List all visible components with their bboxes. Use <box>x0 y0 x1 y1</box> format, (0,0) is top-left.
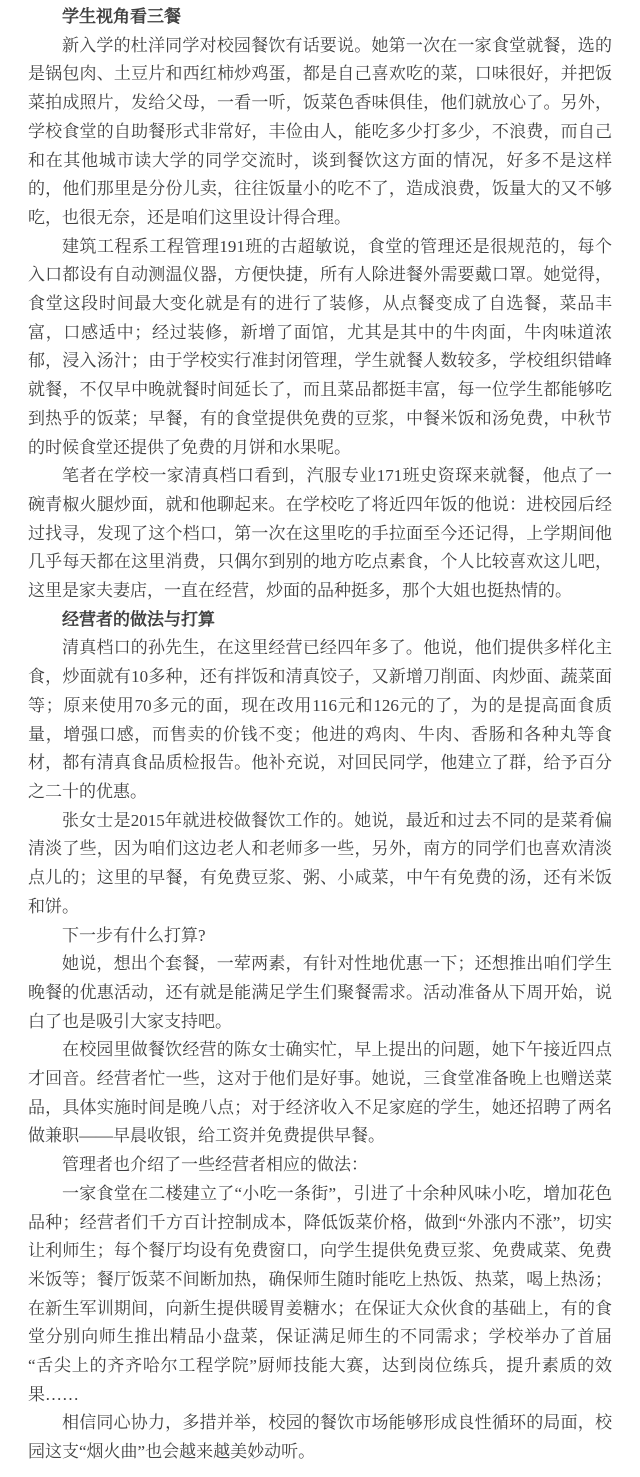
paragraph-conclusion: 相信同心协力，多措并举，校园的餐饮市场能够形成良性循环的局面，校园这支“烟火曲”也会越来越美妙动听。 <box>28 1413 612 1462</box>
paragraph-zhang-plans: 她说，想出个套餐，一荤两素，有针对性地优惠一下；还想推出咱们学生晚餐的优惠活动，还有就是能满足学生们聚餐需求。活动准备从下周开始，说白了也是吸引大家支持吧。 <box>28 954 612 1031</box>
paragraph-student-guchaomin: 建筑工程系工程管理191班的古超敏说，食堂的管理还是很规范的，每个入口都设有自动测温仪器，方便快捷，所有人除进餐外需要戴口罩。她觉得，食堂这段时间最大变化就是有的进行了装修，从点餐变成了自选餐，菜品丰富，口感适中；经过装修，新增了面馆，尤其是其中的牛肉面，牛肉味道浓郁，浸入汤汁；由于学校实行准封闭管理，学生就餐人数较多，学校组织错峰就餐，不仅早中晚就餐时间延长了，而且菜品都挺丰富，每一位学生都能够吃到热乎的饭菜；早餐，有的食堂提供免费的豆浆，中餐米饭和汤免费，中秋节的时候食堂还提供了免费的月饼和水果呢。 <box>28 236 612 457</box>
paragraph-student-duyang: 新入学的杜洋同学对校园餐饮有话要说。她第一次在一家食堂就餐，选的是锅包肉、土豆片和西红柿炒鸡蛋，都是自己喜欢吃的菜，口味很好，并把饭菜拍成照片，发给父母，一看一听，饭菜色香味俱佳，他们就放心了。另外，学校食堂的自助餐形式非常好，丰俭由人，能吃多少打多少，不浪费，而自己和在其他城市读大学的同学交流时，谈到餐饮这方面的情况，好多不是这样的，他们那里是分份儿卖，往往饭量小的吃不了，造成浪费，饭量大的又不够吃，也很无奈，还是咱们这里设计得合理。 <box>28 35 612 227</box>
paragraph-operator-sun: 清真档口的孙先生，在这里经营已经四年多了。他说，他们提供多样化主食，炒面就有10多种，还有拌饭和清真饺子，又新增刀削面、肉炒面、蔬菜面等；原来使用70多元的面，现在改用116元和126元的了，为的是提高面食质量，增强口感，而售卖的价钱不变；他进的鸡肉、牛肉、香肠和各种丸等食材，都有清真食品质检报告。他补充说，对回民同学，他建立了群，给予百分之二十的优惠。 <box>28 638 612 801</box>
paragraph-operator-chen: 在校园里做餐饮经营的陈女士确实忙，早上提出的问题，她下午接近四点才回音。经营者忙一些，这对于他们是好事。她说，三食堂准备晚上也赠送菜品，具体实施时间是晚八点；对于经济收入不足家庭的学生，她还招聘了两名做兼职——早晨收银，给工资并免费提供早餐。 <box>28 1040 612 1146</box>
paragraph-question-next-step: 下一步有什么打算? <box>62 925 206 945</box>
paragraph-operator-zhang: 张女士是2015年就进校做餐饮工作的。她说，最近和过去不同的是菜肴偏清淡了些，因为咱们这边老人和老师多一些，另外，南方的同学们也喜欢清淡点儿的；这里的早餐，有免费豆浆、粥、小咸菜，中午有免费的汤，还有米饭和饼。 <box>28 810 612 916</box>
section-heading-student-view: 学生视角看三餐 <box>62 7 181 26</box>
paragraph-managers-intro: 管理者也介绍了一些经营者相应的做法： <box>62 1155 368 1175</box>
paragraph-managers-measures: 一家食堂在二楼建立了“小吃一条街”，引进了十余种风味小吃，增加花色品种；经营者们千方百计控制成本，降低饭菜价格，做到“外涨内不涨”，切实让利师生；每个餐厅均设有免费窗口，向学生提供免费豆浆、免费咸菜、免费米饭等；餐厅饭菜不间断加热，确保师生随时能吃上热饭、热菜，喝上热汤；在新生军训期间，向新生提供暖胃姜糖水；在保证大众伙食的基础上，有的食堂分别向师生推出精品小盘菜，保证满足师生的不同需求；学校举办了首届“舌尖上的齐齐哈尔工程学院”厨师技能大赛，达到岗位练兵，提升素质的效果…… <box>28 1183 612 1404</box>
paragraph-student-shizichen: 笔者在学校一家清真档口看到，汽服专业171班史资琛来就餐，他点了一碗青椒火腿炒面，就和他聊起来。在学校吃了将近四年饭的他说：进校园后经过找寻，发现了这个档口，第一次在这里吃的手拉面至今还记得，上学期间他几乎每天都在这里消费，只偶尔到别的地方吃点素食，个人比较喜欢这儿吧，这里是家夫妻店，一直在经营，炒面的品种挺多，那个大姐也挺热情的。 <box>28 466 612 601</box>
section-heading-operators: 经营者的做法与打算 <box>62 609 215 629</box>
